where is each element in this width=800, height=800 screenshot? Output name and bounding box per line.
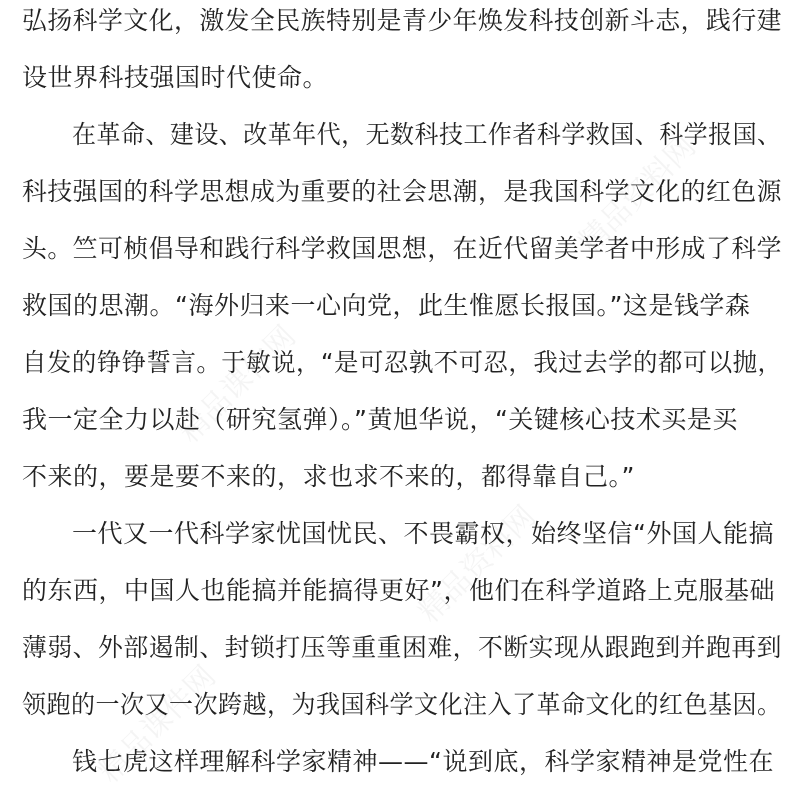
- text-line: 救国的思潮。“海外归来一心向党，此生惟愿长报国。”这是钱学森: [22, 291, 751, 320]
- text-line: 领跑的一次又一次跨越，为我国科学文化注入了革命文化的红色基因。: [22, 690, 782, 719]
- paragraph-first-line: 钱七虎这样理解科学家精神——“说到底，科学家精神是党性在: [72, 747, 774, 776]
- text-line: 不来的，要是要不来的，求也求不来的，都得靠自己。”: [22, 462, 635, 491]
- text-line: 科技强国的科学思想成为重要的社会思潮，是我国科学文化的红色源: [22, 177, 783, 206]
- text-line: 头。竺可桢倡导和践行科学救国思想，在近代留美学者中形成了科学: [22, 234, 783, 263]
- watermark: 精品资料网: [412, 499, 543, 630]
- text-line: 的东西，中国人也能搞并能搞得更好”，他们在科学道路上克服基础: [22, 576, 775, 605]
- text-line: 弘扬科学文化，激发全民族特别是青少年焕发科技创新斗志，践行建: [22, 6, 783, 35]
- text-line: 自发的铮铮誓言。于敏说，“是可忍孰不可忍，我过去学的都可以抛，: [22, 348, 783, 377]
- watermark: 精品资料网: [572, 129, 703, 260]
- text-line: 薄弱、外部遏制、封锁打压等重重困难，不断实现从跟跑到并跑再到: [22, 633, 783, 662]
- text-line: 我一定全力以赴（研究氢弹）。”黄旭华说，“关键核心技术买是买: [22, 405, 738, 434]
- paragraph-first-line: 在革命、建设、改革年代，无数科技工作者科学救国、科学报国、: [72, 120, 782, 149]
- paragraph-first-line: 一代又一代科学家忧国忧民、不畏霸权，始终坚信“外国人能搞: [72, 519, 774, 548]
- watermark: 精品课件网: [92, 659, 223, 790]
- text-line: 设世界科技强国时代使命。: [22, 63, 329, 92]
- watermark: 精品课件网: [172, 319, 303, 450]
